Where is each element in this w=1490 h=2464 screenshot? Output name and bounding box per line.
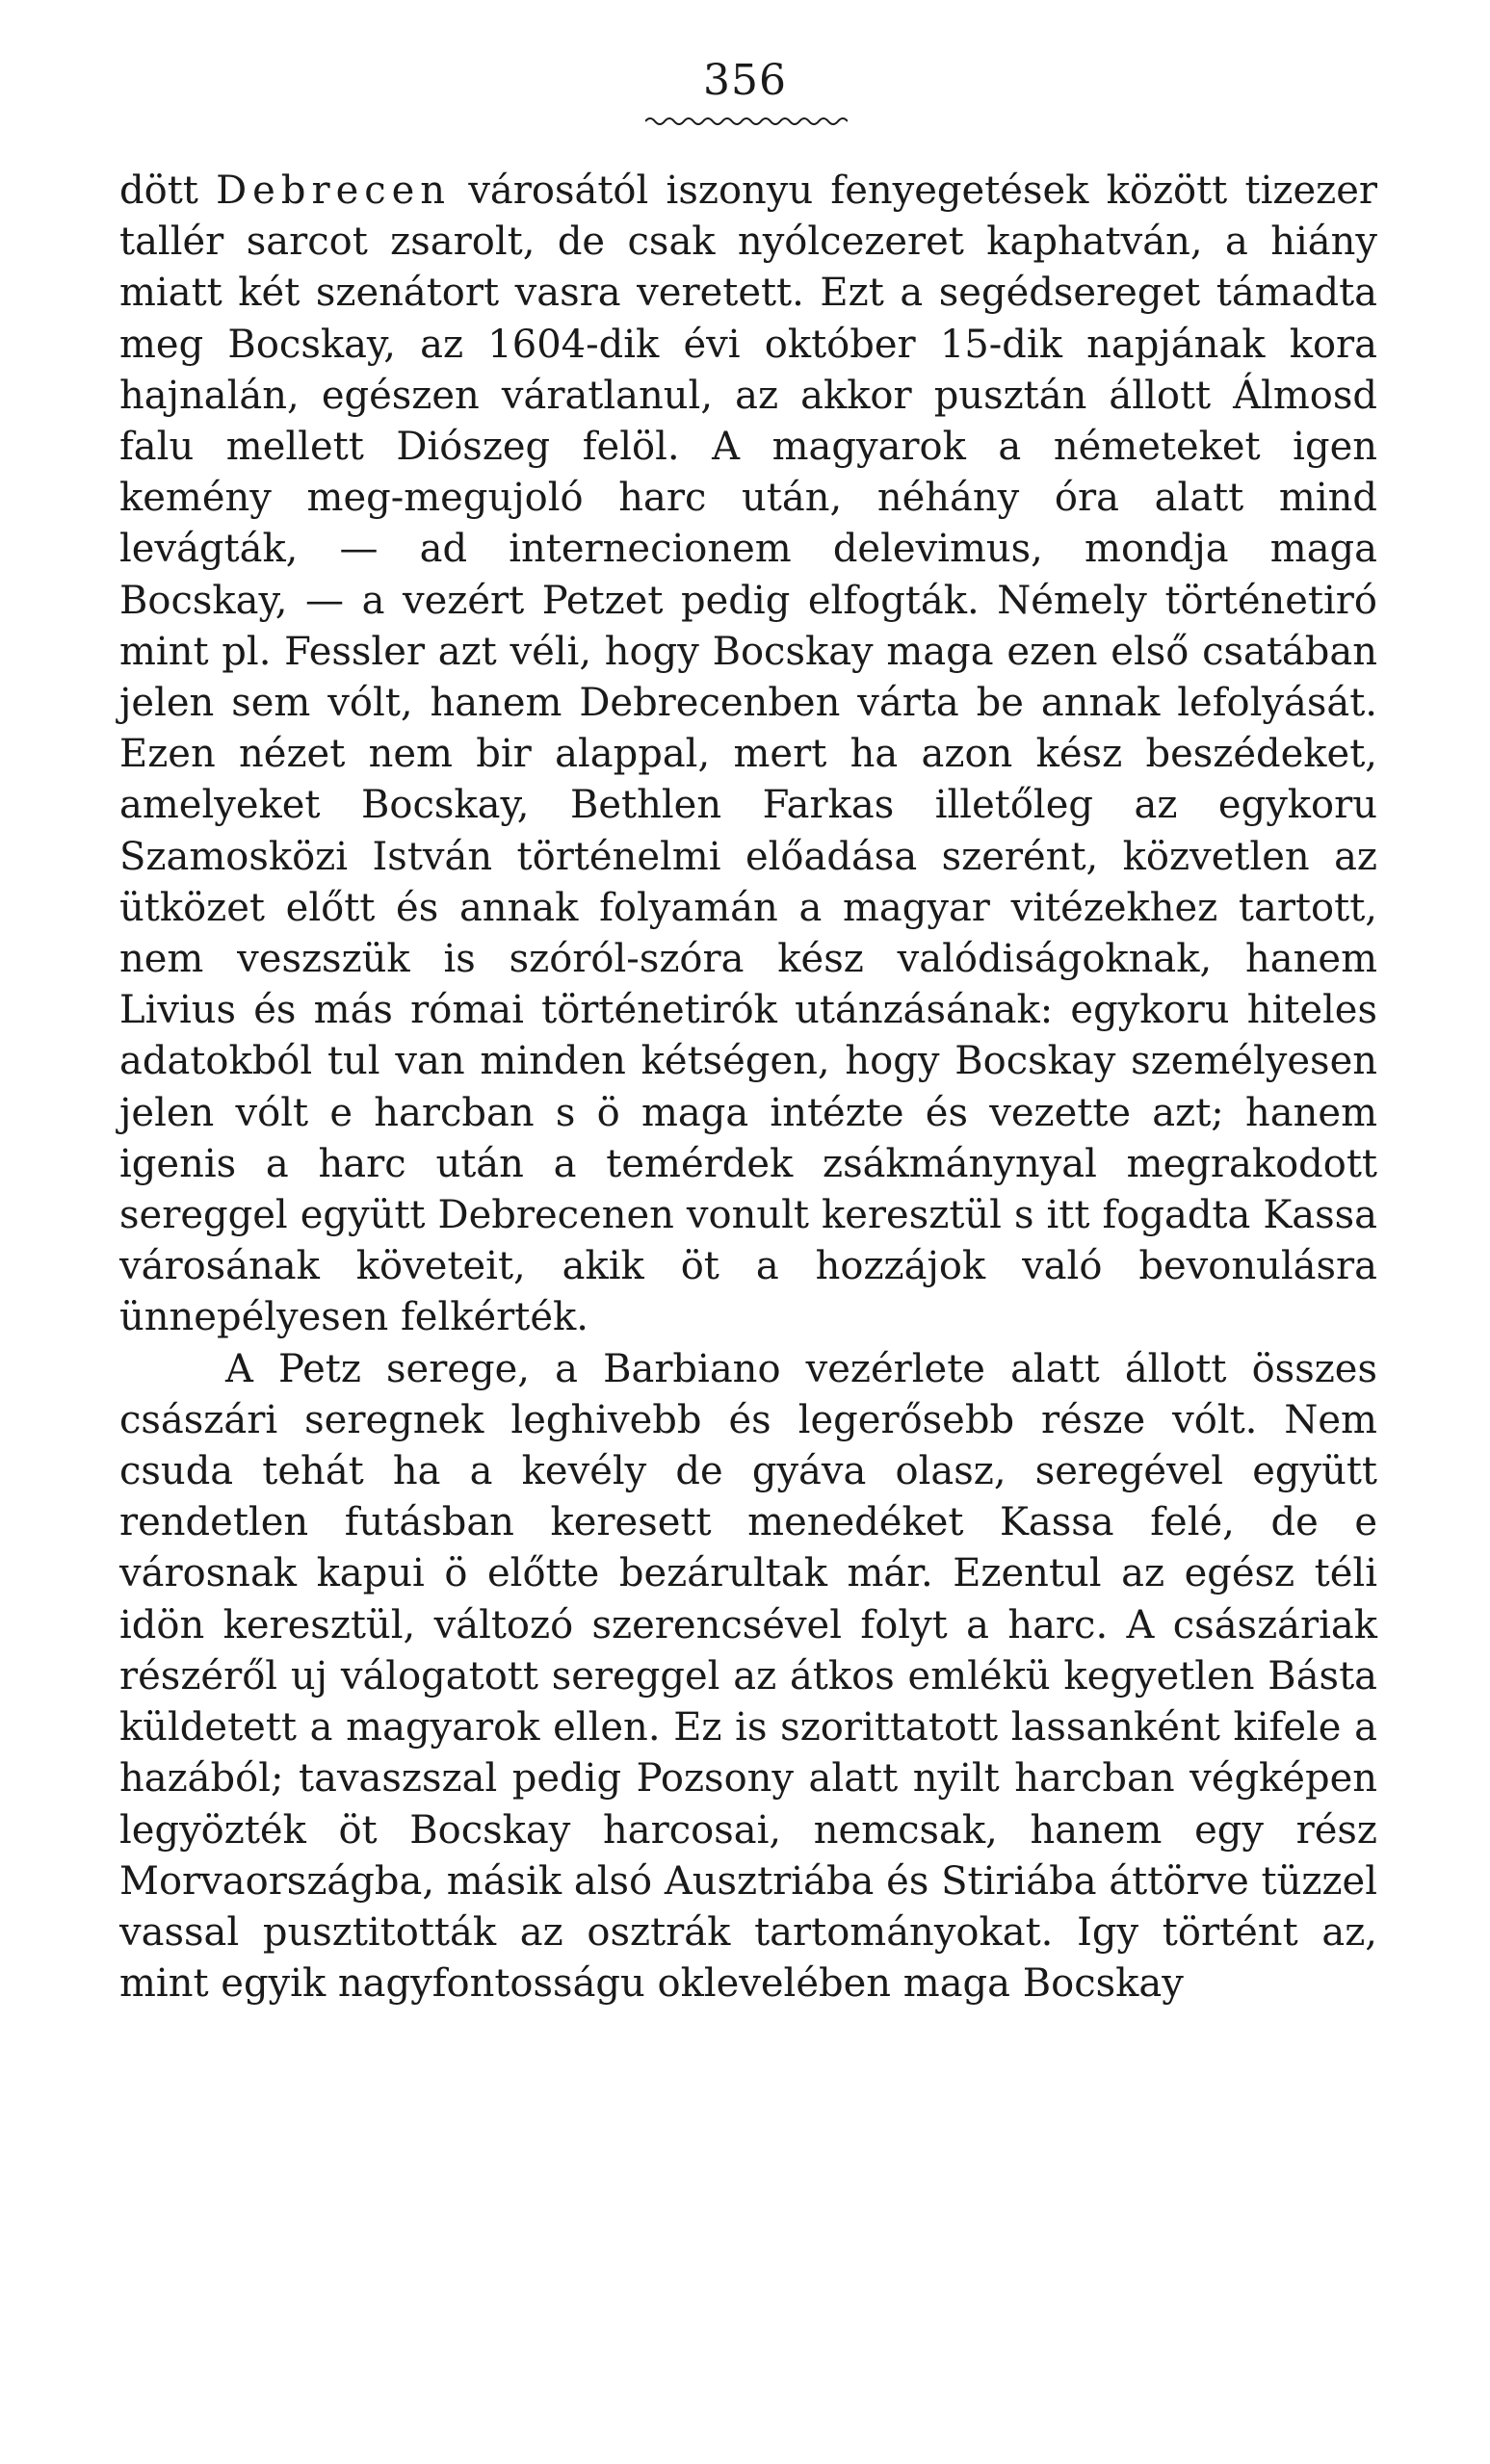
- paragraph-2: [119, 1344, 1377, 2010]
- page-number: 356: [703, 56, 787, 105]
- paragraph-1-text: városától iszonyu fenyegetések között tizezer tallér sarcot zsarolt, de csak nyólcezeret kaphatván, a hiány miatt két szenátort vasra veretett. Ezt a segédsereget támadta meg Bocskay, az 1604-dik évi október 15-dik napjának kora hajnalán, egészen váratlanul, az akkor pusztán állott Álmosd falu mellett Diószeg felöl. A magyarok a németeket igen kemény meg-megujoló harc után, néhány óra alatt mind levágták, — ad internecionem delevimus, mondja maga Bocskay, — a vezért Petzet pedig elfogták. Némely történetiró mint pl. Fessler azt véli, hogy Bocskay maga ezen első csatában jelen sem vólt, hanem Debrecenben várta be annak lefolyását. Ezen nézet nem bir alappal, mert ha azon kész beszédeket, amelyeket Bocskay, Bethlen Farkas illetőleg az egykoru Szamosközi István történelmi előadása szerént, közvetlen az ütközet előtt és annak folyamán a magyar vitézekhez tartott, nem veszszük is szóról-szóra kész valódiságoknak, hanem Livius és más római történetirók utánzásának: egykoru hiteles adatokból tul van minden kétségen, hogy Bocskay személyesen jelen vólt e harcban s ö maga intézte és vezette azt; hanem igenis a harc után a temérdek zsákmánynyal megrakodott sereggel együtt Debrecenen vonult keresztül s itt fogadta Kassa városának követeit, akik öt a hozzájok való bevonulásra ünnepélyesen felkérték.: [119, 169, 1377, 1340]
- paragraph-1: [119, 166, 1377, 1344]
- city-name-emphasis: Debrecen: [216, 169, 452, 213]
- body-text: [119, 166, 1377, 2010]
- paragraph-1-lead: dött: [119, 169, 217, 213]
- wavy-rule-ornament: [645, 114, 848, 129]
- paragraph-2-text: A Petz serege, a Barbiano vezérlete alatt állott összes császári seregnek leghivebb és legerősebb része vólt. Nem csuda tehát ha a kevély de gyáva olasz, seregével együtt rendetlen futásban keresett menedéket Kassa felé, de e városnak kapui ö előtte bezárultak már. Ezentul az egész téli idön keresztül, változó szerencsével folyt a harc. A császáriak részéről uj válogatott sereggel az átkos emlékü kegyetlen Básta küldetett a magyarok ellen. Ez is szorittatott lassanként kifele a hazából; tavaszszal pedig Pozsony alatt nyilt harcban végképen legyözték öt Bocskay harcosai, nemcsak, hanem egy rész Morvaországba, másik alsó Ausztriába és Stiriába áttörve tüzzel vassal pusztitották az osztrák tartományokat. Igy történt az, mint egyik nagyfontosságu oklevelében maga Bocskay: [119, 1346, 1377, 2007]
